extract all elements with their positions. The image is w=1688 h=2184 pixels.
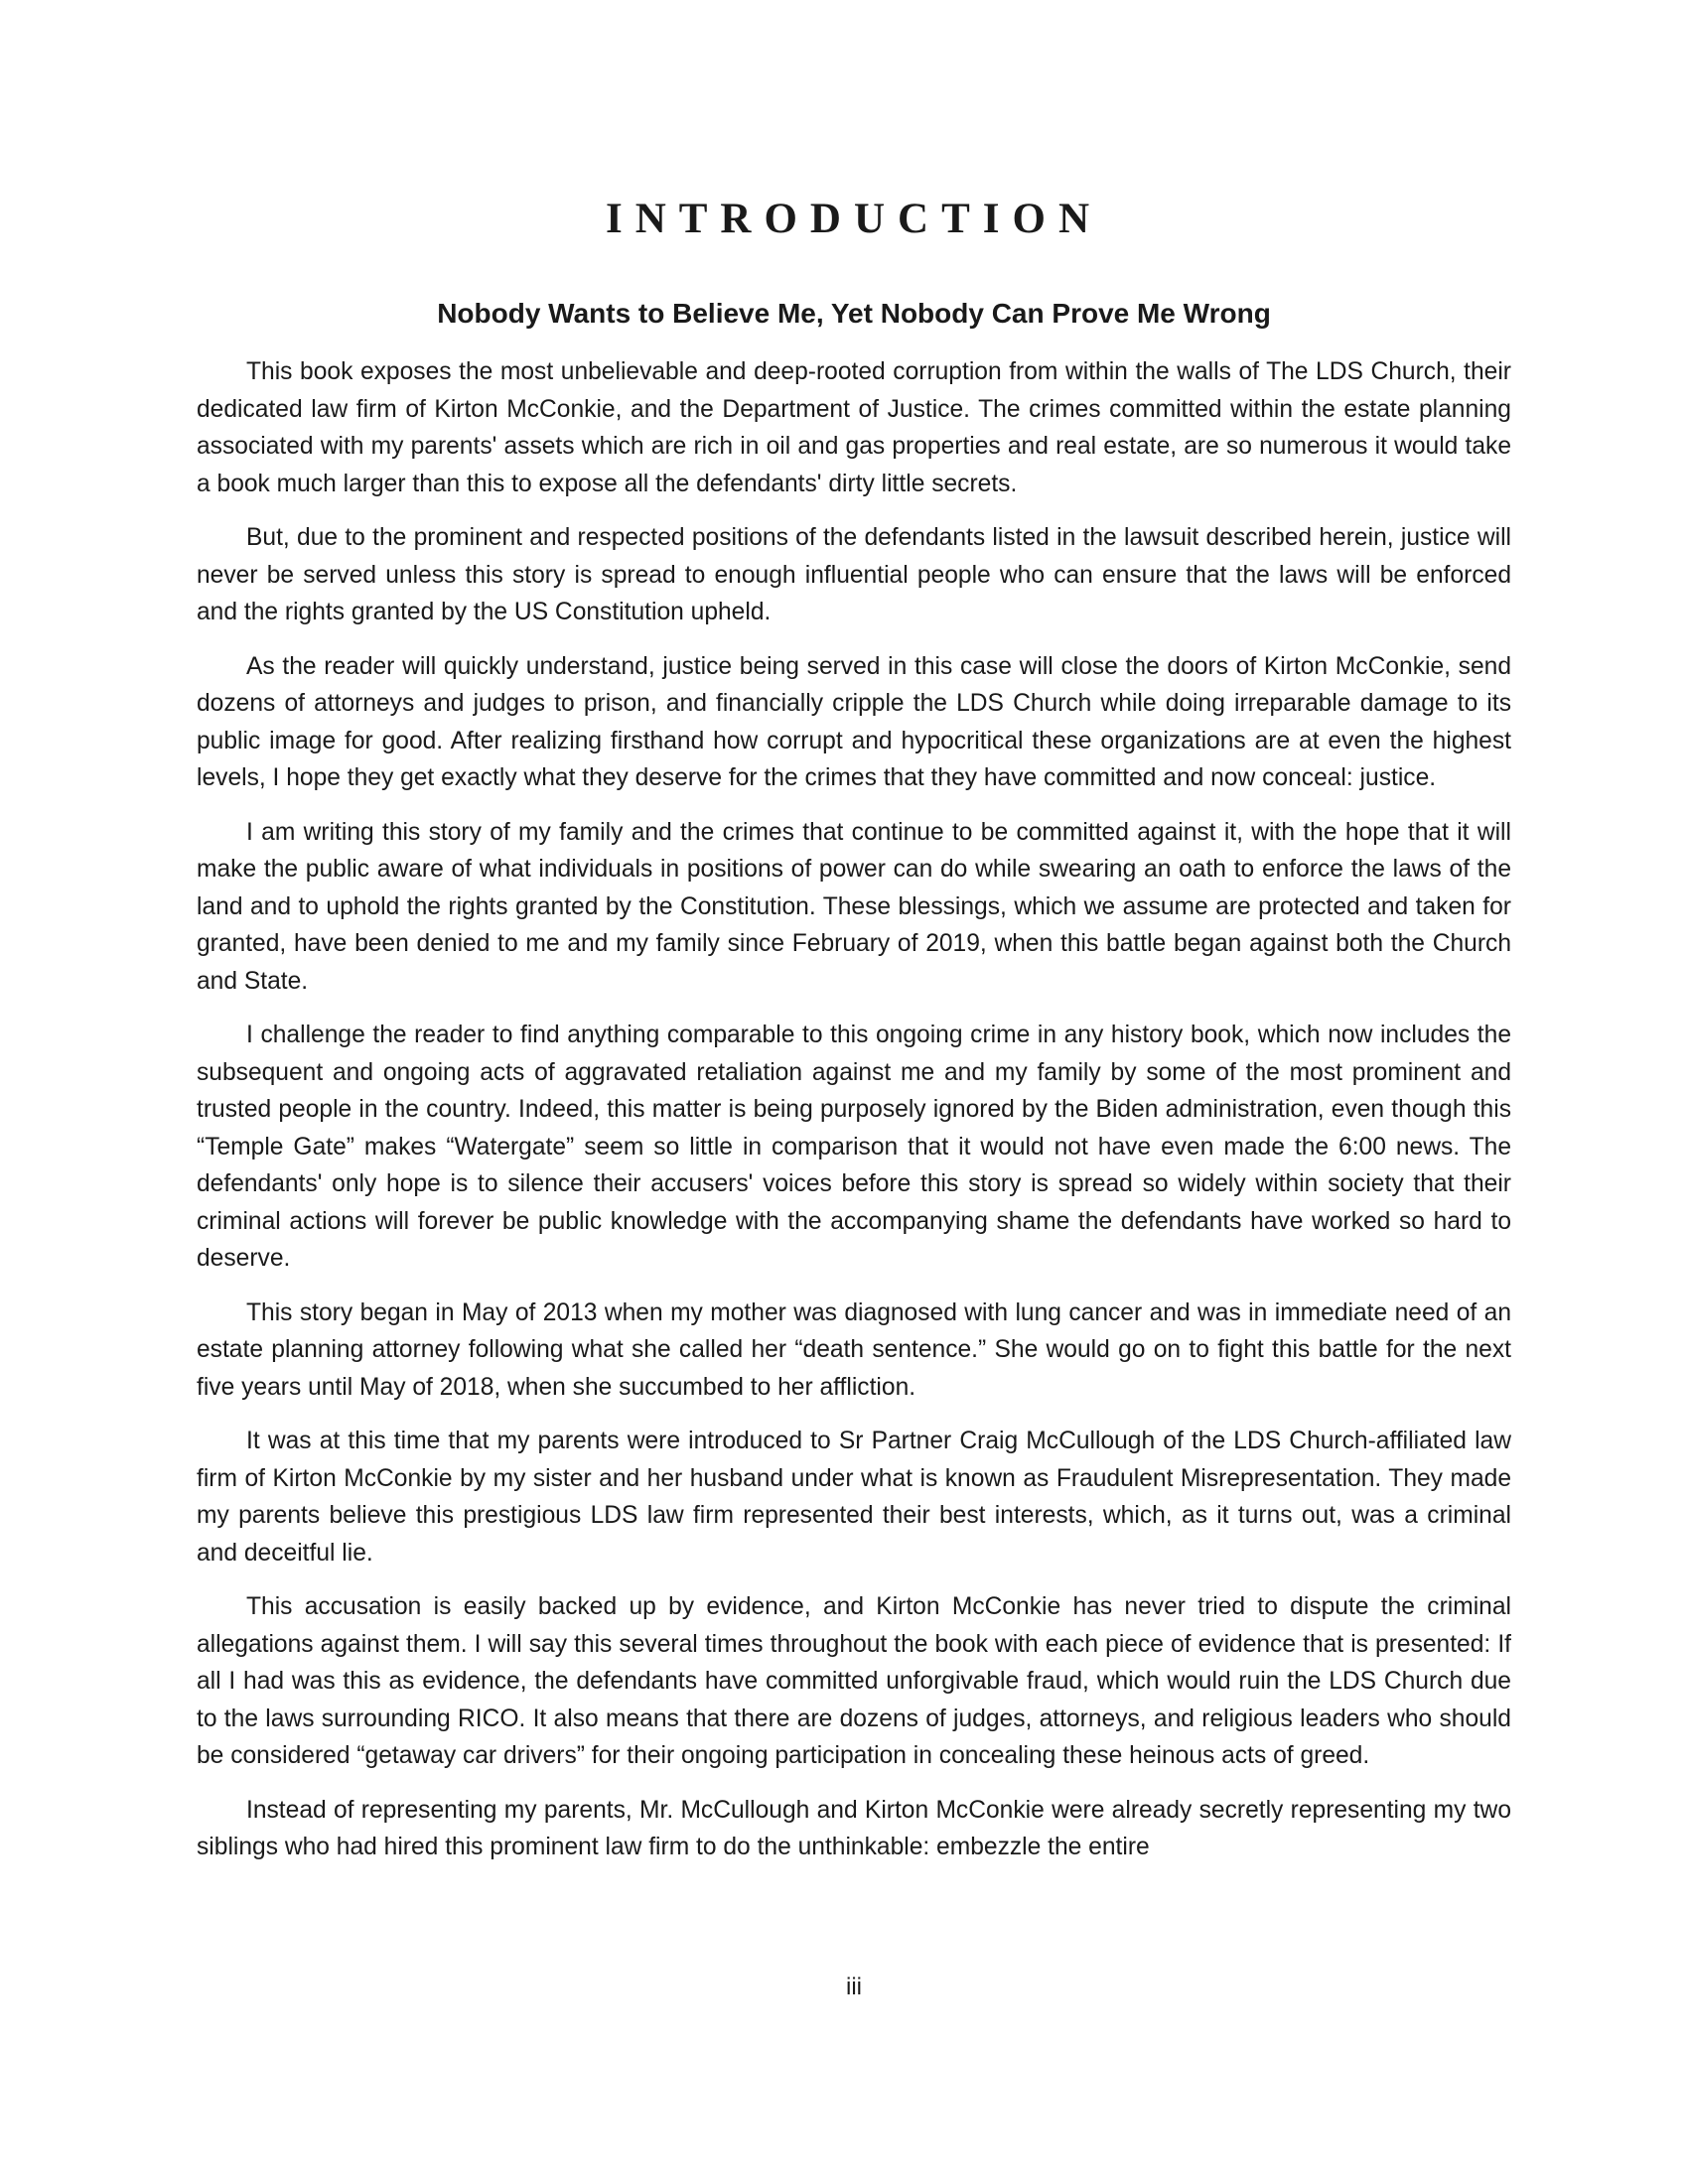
- paragraph: Instead of representing my parents, Mr. McCullough and Kirton McConkie were already secretly representing my two siblings who had hired this prominent law firm to do the unthinkable: embezzle the entire: [197, 1796, 1511, 1860]
- page-number: iii: [846, 1974, 862, 2000]
- paragraph: I challenge the reader to find anything comparable to this ongoing crime in any history book, which now includes the subsequent and ongoing acts of aggravated retaliation against me and my family by some of the most prominent and trusted people in the country. Indeed, this matter is being purposely ignored by the Biden administration, even though this “Temple Gate” makes “Watergate” seem so little in comparison that it would not have even made the 6:00 news. The defendants' only hope is to silence their accusers' voices before this story is spread so widely within society that their criminal actions will forever be public knowledge with the accompanying shame the defendants have worked so hard to deserve.: [197, 1022, 1511, 1272]
- paragraph: This story began in May of 2013 when my mother was diagnosed with lung cancer and was in immediate need of an estate planning attorney following what she called her “death sentence.” She would go on to fight this battle for the next five years until May of 2018, when she succumbed to her affliction.: [197, 1298, 1511, 1401]
- paragraph: It was at this time that my parents were introduced to Sr Partner Craig McCullough of the LDS Church-affiliated law firm of Kirton McConkie by my sister and her husband under what is known as Fraudulent Misrepresentation. They made my parents believe this prestigious LDS law firm represented their best interests, which, as it turns out, was a criminal and deceitful lie.: [197, 1428, 1511, 1567]
- chapter-title: INTRODUCTION: [605, 196, 1103, 242]
- chapter-subtitle: Nobody Wants to Believe Me, Yet Nobody Can Prove Me Wrong: [437, 298, 1271, 329]
- document-page: [197, 0, 1511, 2184]
- paragraph: This accusation is easily backed up by evidence, and Kirton McConkie has never tried to dispute the criminal allegations against them. I will say this several times throughout the book with each piece of evidence that is presented: If all I had was this as evidence, the defendants have committed unforgivable fraud, which would ruin the LDS Church due to the laws surrounding RICO. It also means that there are dozens of judges, attorneys, and religious leaders who should be considered “getaway car drivers” for their ongoing participation in concealing these heinous acts of greed.: [197, 1593, 1511, 1769]
- paragraph: I am writing this story of my family and the crimes that continue to be committed against it, with the hope that it will make the public aware of what individuals in positions of power can do while swearing an oath to enforce the laws of the land and to uphold the rights granted by the Constitution. These blessings, which we assume are protected and taken for granted, have been denied to me and my family since February of 2019, when this battle began against both the Church and State.: [197, 818, 1511, 995]
- paragraph: This book exposes the most unbelievable and deep-rooted corruption from within the walls of The LDS Church, their dedicated law firm of Kirton McConkie, and the Department of Justice. The crimes committed within the estate planning associated with my parents' assets which are rich in oil and gas properties and real estate, are so numerous it would take a book much larger than this to expose all the defendants' dirty little secrets.: [197, 358, 1511, 497]
- body-text: [197, 353, 1511, 1883]
- paragraph: But, due to the prominent and respected positions of the defendants listed in the lawsuit described herein, justice will never be served unless this story is spread to enough influential people who can ensure that the laws will be enforced and the rights granted by the US Constitution upheld.: [197, 524, 1511, 625]
- paragraph: As the reader will quickly understand, justice being served in this case will close the doors of Kirton McConkie, send dozens of attorneys and judges to prison, and financially cripple the LDS Church while doing irreparable damage to its public image for good. After realizing firsthand how corrupt and hypocritical these organizations are at even the highest levels, I hope they get exactly what they deserve for the crimes that they have committed and now conceal: justice.: [197, 652, 1511, 791]
